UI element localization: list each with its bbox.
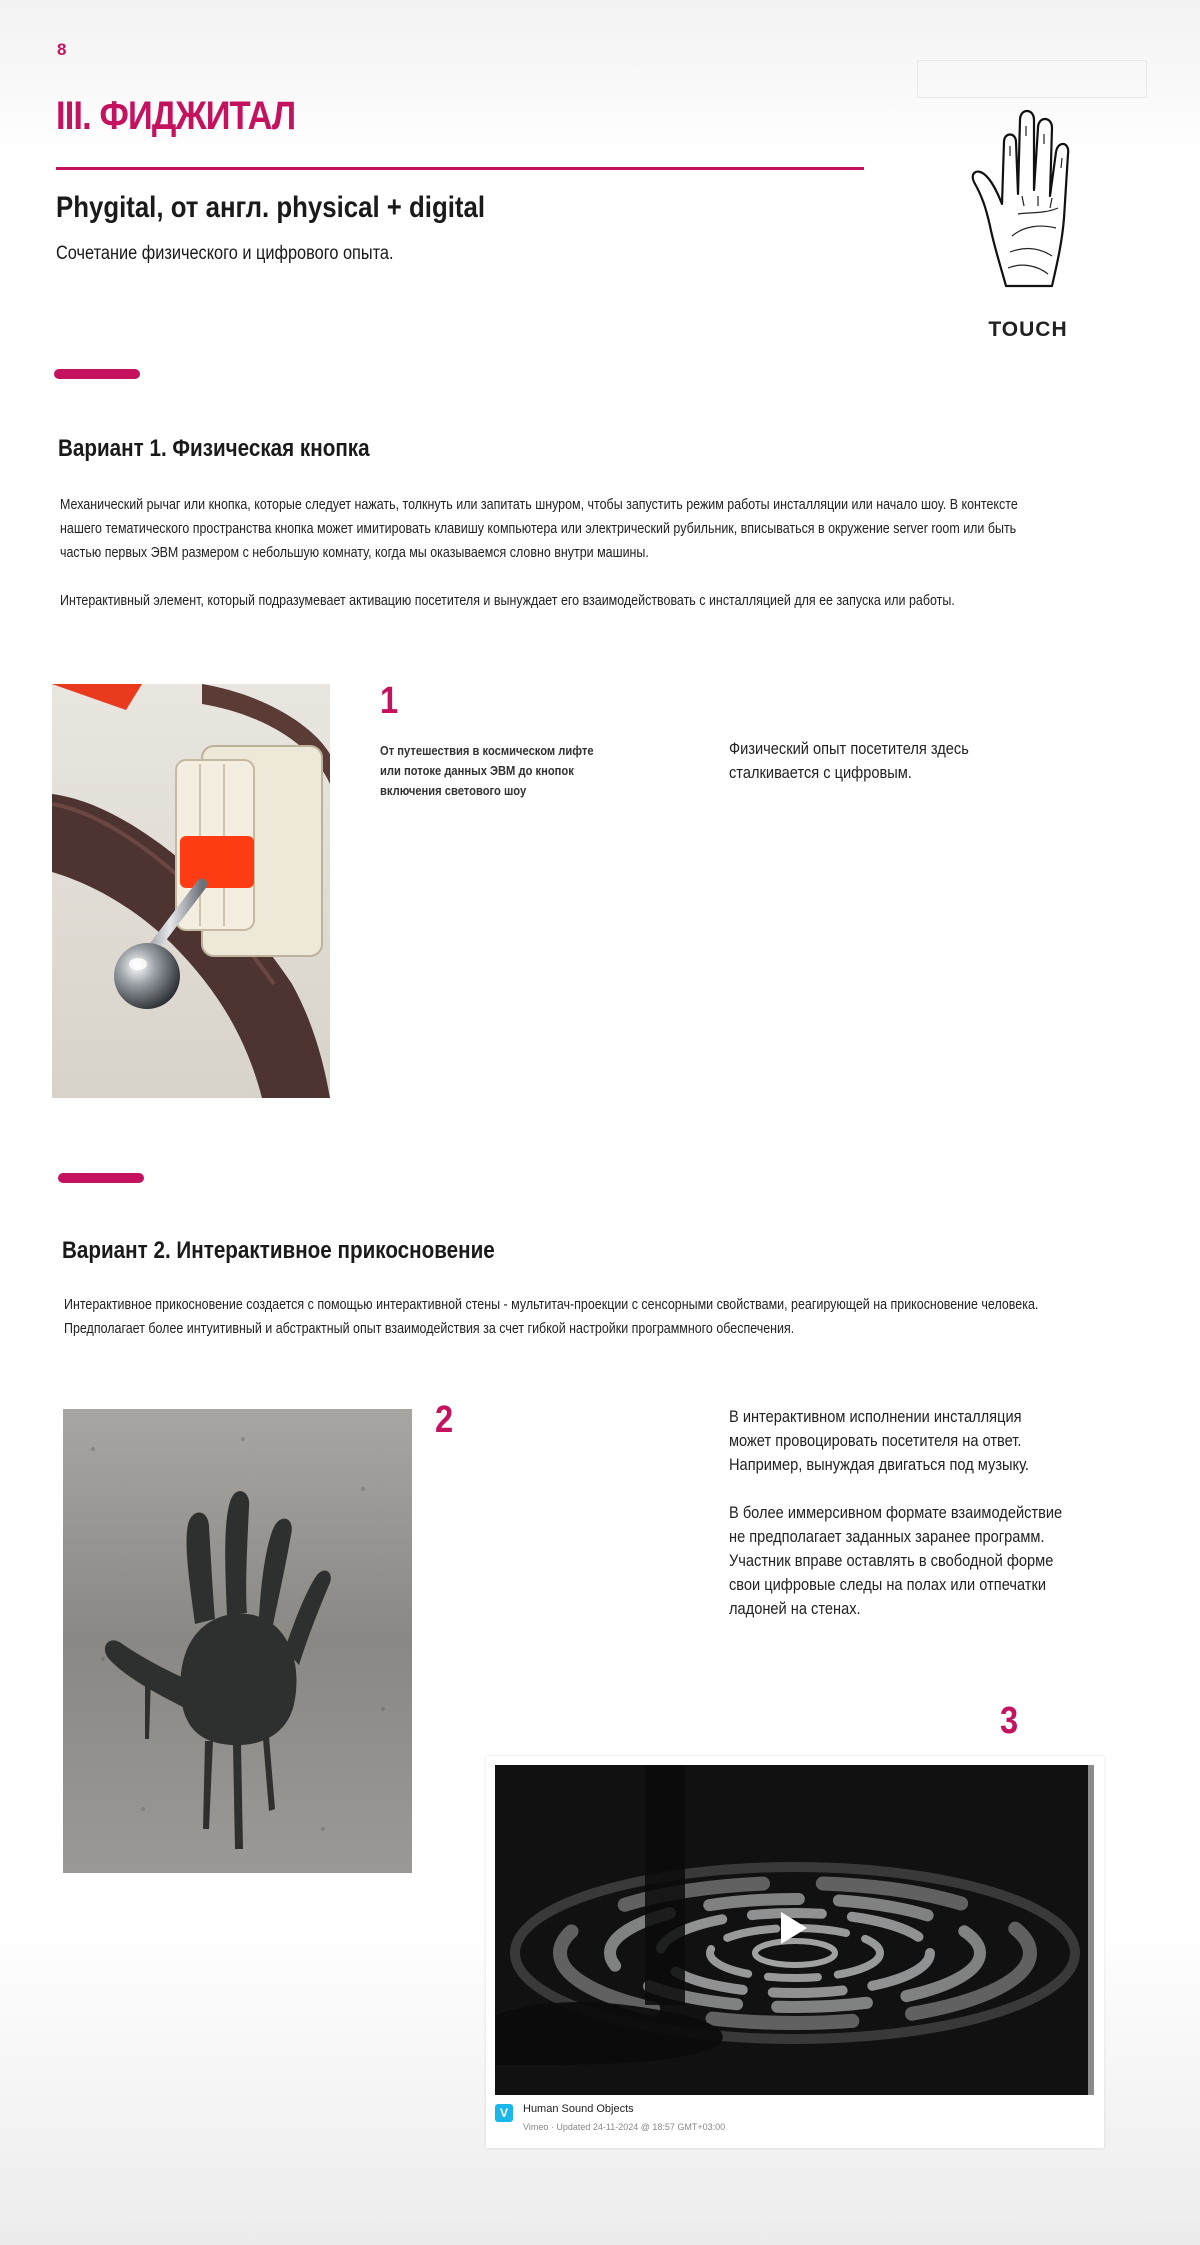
- variant2-note2: В более иммерсивном формате взаимодействие не предполагает заданных заранее программ. Участник вправе оставлять в свободной форме свои цифровые следы на полах или отпечатки ладоней на стенах.: [729, 1503, 1063, 1618]
- section-title: III. ФИДЖИТАЛ: [56, 94, 296, 138]
- video-number: 3: [1000, 1700, 1019, 1742]
- variant1-paragraph2: Интерактивный элемент, который подразумевает активацию посетителя и вынуждает его взаимодействовать с инсталляцией для ее запуска или работы.: [60, 593, 955, 609]
- variant1-number: 1: [380, 680, 399, 722]
- variant2-paragraph: Интерактивное прикосновение создается с помощью интерактивной стены - мультитач-проекции с сенсорными свойствами, реагирующей на прикосновение человека. Предполагает более интуитивный и абстрактный опыт взаимодействия за счет гибкой настройки программного обеспечения.: [64, 1297, 1039, 1337]
- variant1-note: Физический опыт посетителя здесь сталкивается с цифровым.: [729, 739, 969, 782]
- video-title[interactable]: Human Sound Objects: [523, 2103, 634, 2115]
- section-description: Сочетание физического и цифрового опыта.: [56, 243, 394, 264]
- section-subtitle: Phygital, от англ. physical + digital: [56, 191, 485, 224]
- variant1-title: Вариант 1. Физическая кнопка: [58, 435, 370, 462]
- lever-photo: [52, 684, 330, 1098]
- play-icon[interactable]: [763, 1900, 819, 1956]
- handprint-photo: [63, 1409, 412, 1873]
- touch-illustration: [960, 86, 1096, 346]
- title-divider: [56, 167, 864, 170]
- video-scroll-edge: [1088, 1765, 1094, 2095]
- variant1-paragraph1: Механический рычаг или кнопка, которые следует нажать, толкнуть или запитать шнуром, чтобы запустить режим работы инсталляции или начало шоу. В контексте нашего тематического пространства кнопка может имитировать клавишу компьютера или электрический рубильник, вписываться в окружение server room или быть частью первых ЭВМ размером с небольшую комнату, когда мы оказываемся словно внутри машины.: [60, 497, 1018, 561]
- hand-icon: [960, 86, 1096, 306]
- video-meta: Vimeo · Updated 24-11-2024 @ 18:57 GMT+03:00: [523, 2122, 726, 2132]
- variant2-title: Вариант 2. Интерактивное прикосновение: [62, 1237, 495, 1264]
- page-number: 8: [57, 40, 67, 59]
- video-embed-card[interactable]: [486, 1756, 1104, 2148]
- touch-label: TOUCH: [988, 318, 1068, 341]
- variant1-accent-bar: [54, 369, 140, 379]
- variant2-note1: В интерактивном исполнении инсталляция может провоцировать посетителя на ответ. Например, вынуждая двигаться под музыку.: [729, 1407, 1030, 1474]
- video-player[interactable]: [495, 1765, 1088, 2095]
- vimeo-icon[interactable]: V: [495, 2104, 513, 2122]
- variant2-number: 2: [435, 1399, 454, 1441]
- variant2-accent-bar: [58, 1173, 144, 1183]
- variant1-caption: От путешествия в космическом лифте или потоке данных ЭВМ до кнопок включения светового шоу: [380, 743, 594, 798]
